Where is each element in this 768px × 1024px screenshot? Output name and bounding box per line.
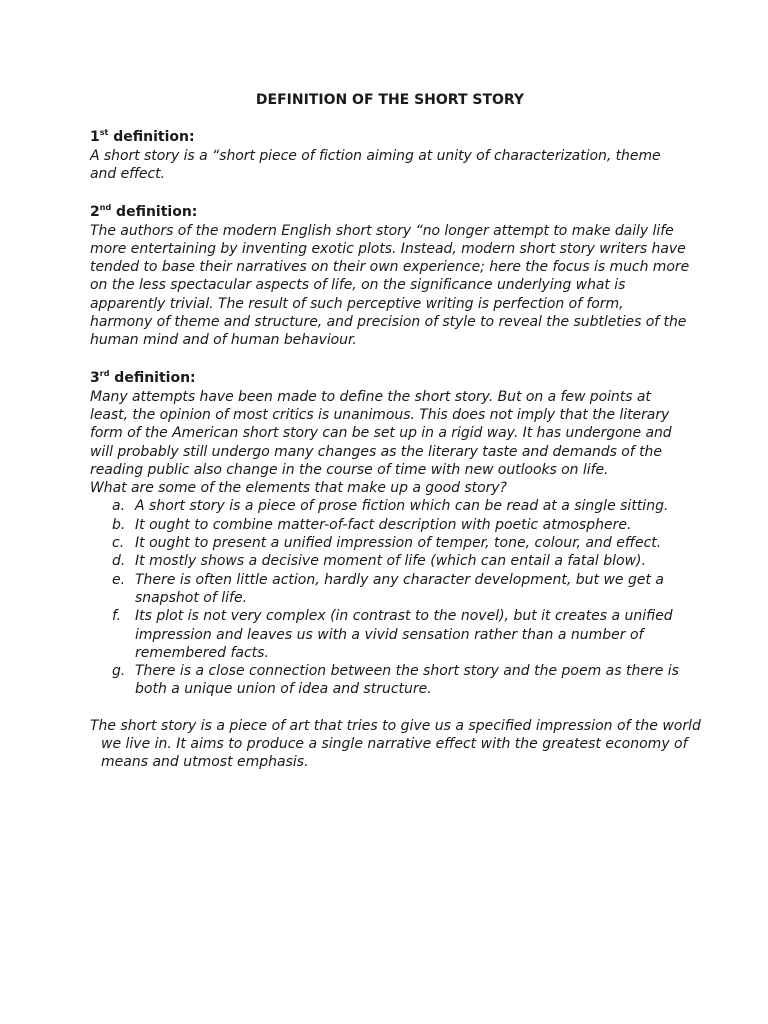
list-item [90,571,690,608]
definition-1-body: A short story is a “short piece of fiction aiming at unity of characterization, theme and effect. [90,148,661,183]
definition-3-body: Many attempts have been made to define the short story. But on a few points at least, the opinion of most critics is unanimous. This does not imply that the literary form of the American short story can be set up in a rigid way. It has undergone and will probably still undergo many changes as the literary taste and demands of the reading public also change in the course of time with new outlooks on life. [90,388,672,478]
list-item-text: Its plot is not very complex (in contrast to the novel), but it creates a unified impression and leaves us with a vivid sensation rather than a number of remembered facts. [135,608,673,661]
list-item-text: It ought to present a unified impression of temper, tone, colour, and effect. [135,535,662,552]
document-title: DEFINITION OF THE SHORT STORY [255,92,525,108]
definition-1-heading [90,127,690,147]
definition-3-heading [90,368,690,388]
list-item-text: A short story is a piece of prose fiction which can be read at a single sitting. [135,498,669,515]
list-marker: c. [112,535,125,552]
list-marker: g. [112,663,126,680]
heading-number: 1 [90,129,100,145]
list-item [90,552,690,570]
list-marker: a. [112,498,126,515]
heading-ordinal: nd [99,202,112,212]
list-item [90,497,690,515]
list-item [90,516,690,534]
definition-2-body: The authors of the modern English short story “no longer attempt to make daily life more entertaining by inventing exotic plots. Instead, modern short story writers have tended to base their narratives on their own experience; here the focus is much more on the less spectacular aspects of life, on the significance underlying what is apparently trivial. The result of such perceptive writing is perfection of form, harmony of theme and structure, and precision of style to reveal the subtleties of the human mind and of human behaviour. [90,222,690,349]
list-marker: b. [112,516,126,533]
list-marker: d. [112,553,126,570]
list-item-text: It mostly shows a decisive moment of life (which can entail a fatal blow). [135,553,646,570]
list-item [90,662,690,699]
definition-1 [90,127,690,184]
heading-label: definition: [108,129,195,145]
heading-label: definition: [111,203,198,220]
elements-question: What are some of the elements that make up a good story? [90,480,507,497]
list-item-text: It ought to combine matter-of-fact description with poetic atmosphere. [135,516,632,533]
closing-paragraph: The short story is a piece of art that tries to give us a specified impression of the world we live in. It aims to produce a single narrative effect with the greatest economy of means and utmost emphasis. [90,717,701,771]
document-page [90,91,701,772]
heading-ordinal: rd [99,368,110,378]
heading-ordinal: st [99,128,109,137]
list-item [90,607,690,662]
list-item-text: There is a close connection between the short story and the poem as there is both a unique union of idea and structure. [135,663,679,698]
heading-number: 3 [90,369,100,386]
list-item [90,534,690,552]
definition-3 [90,368,690,699]
list-item-text: There is often little action, hardly any character development, but we get a snapshot of life. [135,571,664,606]
list-marker: f. [112,608,122,625]
elements-list [90,497,690,698]
definition-2-heading [90,202,690,222]
definition-2 [90,202,690,350]
heading-label: definition: [109,369,196,386]
heading-number: 2 [90,203,100,220]
list-marker: e. [112,571,126,588]
